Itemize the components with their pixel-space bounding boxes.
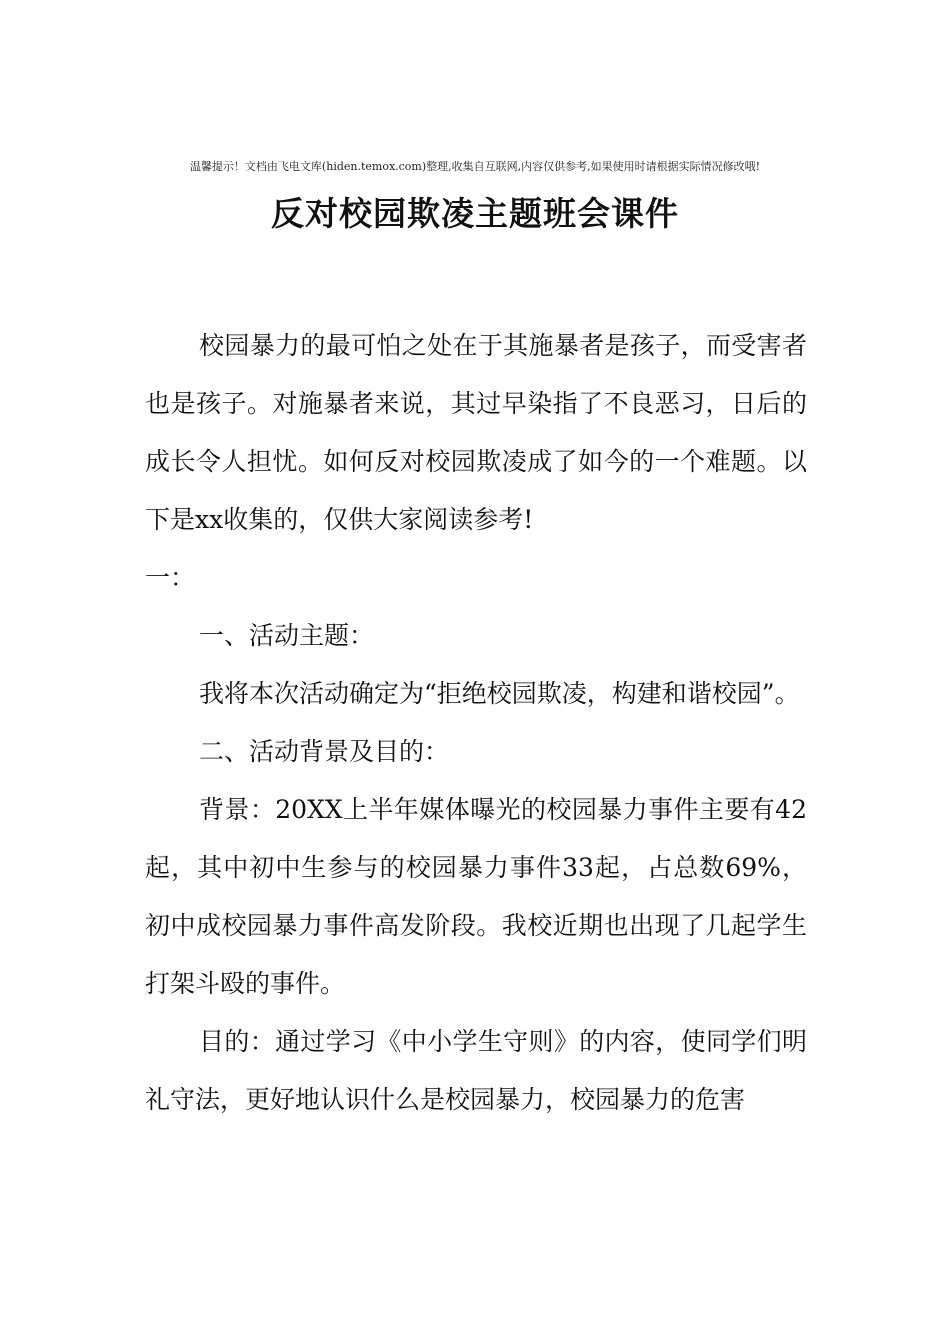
paragraph-theme: 我将本次活动确定为“拒绝校园欺凌，构建和谐校园”。	[199, 679, 800, 708]
paragraph-purpose: 目的：通过学习《中小学生守则》的内容，使同学们明礼守法，更好地认识什么是校园暴力，校园暴力的危害	[145, 1027, 807, 1114]
body-text	[145, 317, 807, 1129]
section-heading-one: 一：	[145, 563, 196, 592]
paragraph-intro: 校园暴力的最可怕之处在于其施暴者是孩子，而受害者也是孩子。对施暴者来说，其过早染指了不良恶习，日后的成长令人担忧。如何反对校园欺凌成了如今的一个难题。以下是xx收集的，仅供大家阅读参考!	[145, 331, 807, 534]
header-notice: 温馨提示！文档由飞电文库(hiden.temox.com)整理,收集自互联网,内容仅供参考,如果使用时请根据实际情况修改哦!	[189, 160, 761, 173]
heading-background-purpose: 二、活动背景及目的：	[199, 737, 450, 766]
heading-activity-theme: 一、活动主题：	[199, 621, 375, 650]
paragraph-background: 背景：20XX上半年媒体曝光的校园暴力事件主要有42起，其中初中生参与的校园暴力事件33起，占总数69%，初中成校园暴力事件高发阶段。我校近期也出现了几起学生打架斗殴的事件。	[145, 795, 807, 998]
document-title: 反对校园欺凌主题班会课件	[271, 194, 679, 233]
